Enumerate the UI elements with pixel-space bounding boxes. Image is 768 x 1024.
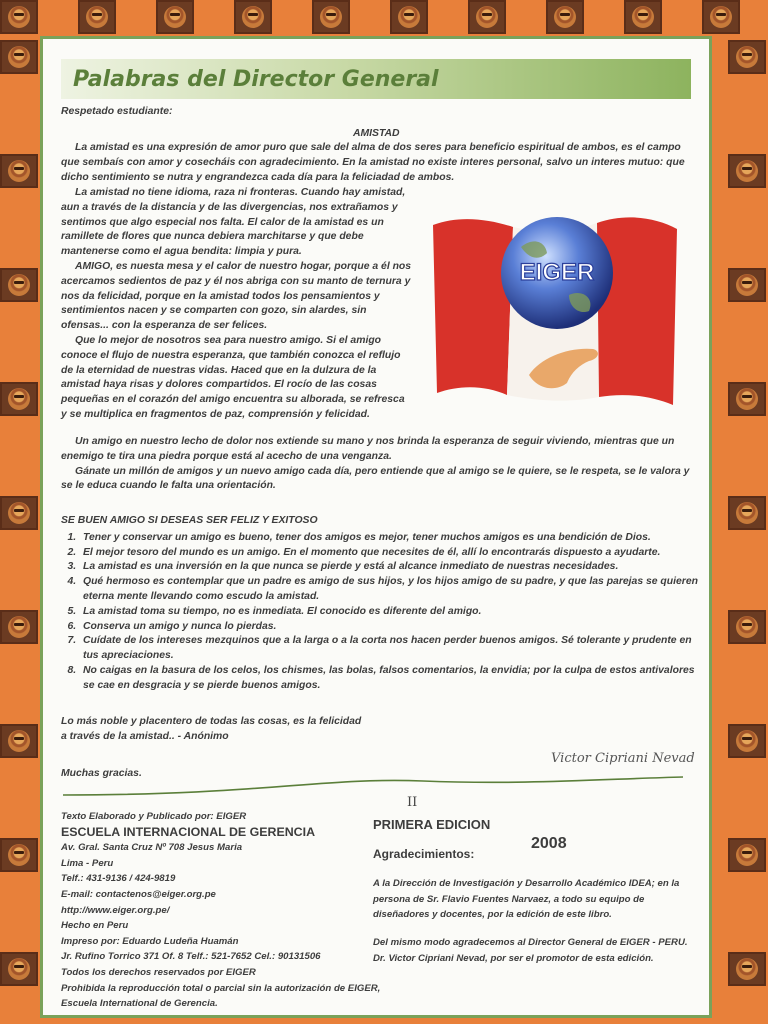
printer-address: Jr. Rufino Torrico 371 Of. 8 Telf.: 521-7652 Cel.: 90131506 [61,951,321,963]
organization-name: ESCUELA INTERNACIONAL DE GERENCIA [61,824,316,839]
globe-label: EIGER [519,259,595,286]
rules-list [61,531,701,694]
printer: Impreso por: Eduardo Ludeña Huamán [61,935,239,947]
quote-line-2: a través de la amistad.. - Anónimo [61,730,229,742]
eiger-flag-illustration [429,207,681,407]
acknowledgement-1: A la Dirección de Investigación y Desarrollo Académico IDEA; en la persona de Sr. Flavio Fuentes Narvaez, a todo su equipo de diseñadores y docentes, por la edición de este libro. [373,878,680,921]
edition-year: 2008 [531,835,567,852]
acknowledgement-3: Dr. Victor Cipriani Nevad, por ser el promotor de esta edición. [373,952,654,964]
credit-line: Texto Elaborado y Publicado por: EIGER [61,811,247,822]
title-banner [61,59,691,99]
border-tile-icon [728,724,766,758]
rules-title: SE BUEN AMIGO SI DESEAS SER FELIZ Y EXITOSO [61,515,318,526]
email: E-mail: contactenos@eiger.org.pe [61,888,216,900]
border-tile-icon [0,0,38,34]
border-tile-icon [0,154,38,188]
closing-thanks: Muchas gracias. [61,768,142,779]
intro-paragraph [61,141,701,185]
prohibition: Prohibida la reproducción total o parcial sin la autorización de EIGER, Escuela International de Gerencia. [61,982,381,1010]
acknowledgement-2: Del mismo modo agradecemos al Director General de EIGER - PERU. [373,936,688,948]
phone: Telf.: 431-9136 / 424-9819 [61,873,176,885]
border-tile-icon [728,40,766,74]
rule-item: 8. No caigas en la basura de los celos, los chismes, las bolas, falsos comentarios, la envidia; por la culpa de estos antivalores se cae en desgracia y se pierde buenos amigos. [79,664,701,694]
border-tile-icon [728,154,766,188]
quote-line-1: Lo más noble y placentero de todas las cosas, es la felicidad [61,716,362,727]
border-tile-icon [234,0,272,34]
border-tile-icon [728,268,766,302]
paragraph-6: Gánate un millón de amigos y un nuevo amigo cada día, pero entiende que al amigo se le quiere, se le respeta, se le valora y se le educa cuando le falta una orientación. [61,465,690,492]
quote [61,715,401,745]
border-tile-icon [0,496,38,530]
border-tile-icon [390,0,428,34]
closing-paragraphs [61,435,701,494]
border-tile-icon [728,952,766,986]
paragraph-3: AMIGO, es nuesta mesa y el calor de nuestro hogar, porque a él nos acercamos sedientos de paz y él nos abriga con su manto de ternura y nos da felicidad, porque en la amistad todos los pensamientos y sentimientos nacen y se comparten con gozo, sin alardes, sin ofensas... con la esperanza de ser felices. [61,260,412,332]
page-title: Palabras del Director General [73,66,439,92]
border-tile-icon [0,724,38,758]
border-tile-icon [156,0,194,34]
acknowledgements-title: Agradecimientos: [373,846,475,861]
edition-info [373,809,703,966]
border-tile-icon [702,0,740,34]
document-page [40,36,712,1018]
border-tile-icon [0,40,38,74]
border-tile-icon [0,268,38,302]
border-tile-icon [0,610,38,644]
publisher-info [61,809,381,1012]
rule-item: 7. Cuídate de los intereses mezquinos que a la larga o a la corta nos hacen perder buenos amigos. Sé tolerante y prudente en tus apreciaciones. [79,634,701,664]
rule-item: 6. Conserva un amigo y nunca lo pierdas. [79,620,701,635]
city: Lima - Peru [61,857,114,869]
border-tile-icon [468,0,506,34]
left-column-text [61,186,413,423]
border-tile-icon [312,0,350,34]
border-tile-icon [0,838,38,872]
border-tile-icon [728,610,766,644]
address: Av. Gral. Santa Cruz Nº 708 Jesus Maria [61,842,243,854]
border-tile-icon [0,952,38,986]
border-tile-icon [546,0,584,34]
paragraph-2: La amistad no tiene idioma, raza ni fronteras. Cuando hay amistad, aun a través de la distancia y de las divergencias, nos extrañamos y sentimos que algo especial nos falta. El calor de la amistad es un ramillete de flores que nunca debiera marchitarse y que debe mantenerse como el agua bendita: limpia y pura. [61,187,406,258]
rule-item: 2. El mejor tesoro del mundo es un amigo. En el momento que necesites de él, allí lo encontrarás dispuesto a ayudarte. [79,546,701,561]
paragraph-5: Un amigo en nuestro lecho de dolor nos extiende su mano y nos brinda la esperanza de seguir viviendo, mientras que un enemigo te tira una piedra porque está al acecho de una venganza. [61,436,675,462]
edition-label: PRIMERA EDICION [373,817,491,832]
rule-item: 4. Qué hermoso es contemplar que un padre es amigo de sus hijos, y los hijos amigo de su padre, y que las parejas se quieren eterna mente llevando como escudo la amistad. [79,575,701,605]
greeting: Respetado estudiante: [61,106,173,117]
section-title: AMISTAD [353,128,400,139]
paragraph-4: Que lo mejor de nosotros sea para nuestro amigo. Si el amigo conoce el flujo de nuestra esperanza, que también conozca el reflujo de la eternidad de nuestras vidas. Haced que en la dulzura de la amistad haya risas y dolores compartidos. El rocío de las cosas pequeñas en el corazón del amigo encuentra su alborada, se refresca y se multiplica en fragmentos de paz, comprensión y felicidad. [61,334,405,420]
made-in: Hecho en Peru [61,920,129,932]
border-tile-icon [728,496,766,530]
paragraph-1: La amistad es una expresión de amor puro que sale del alma de dos seres para beneficio espiritual de ambos, es el campo que sembaís con amor y cosecháis con agradecimiento. En la amistad no existe interes personal, salvo un interes mutuo: que dicho sentimiento se nutra y engrandezca cada día para la feliciadad de ambos. [61,142,685,183]
rule-item: 5. La amistad toma su tiempo, no es inmediata. El conocido es diferente del amigo. [79,605,701,620]
website: http://www.eiger.org.pe/ [61,904,170,916]
border-tile-icon [0,382,38,416]
director-signature: Victor Cipriani Nevad [551,751,695,766]
rule-item: 3. La amistad es una inversión en la que nunca se pierde y está al alcance inmediato de nuestras necesidades. [79,560,701,575]
border-tile-icon [728,838,766,872]
rule-item: 1. Tener y conservar un amigo es bueno, tener dos amigos es mejor, tener muchos amigos es una bendición de Dios. [79,531,701,546]
border-tile-icon [78,0,116,34]
section-divider [63,773,683,803]
border-tile-icon [728,382,766,416]
rights: Todos los derechos reservados por EIGER [61,966,256,978]
border-tile-icon [624,0,662,34]
page-number: II [407,795,418,810]
friendship-rules [61,514,701,694]
